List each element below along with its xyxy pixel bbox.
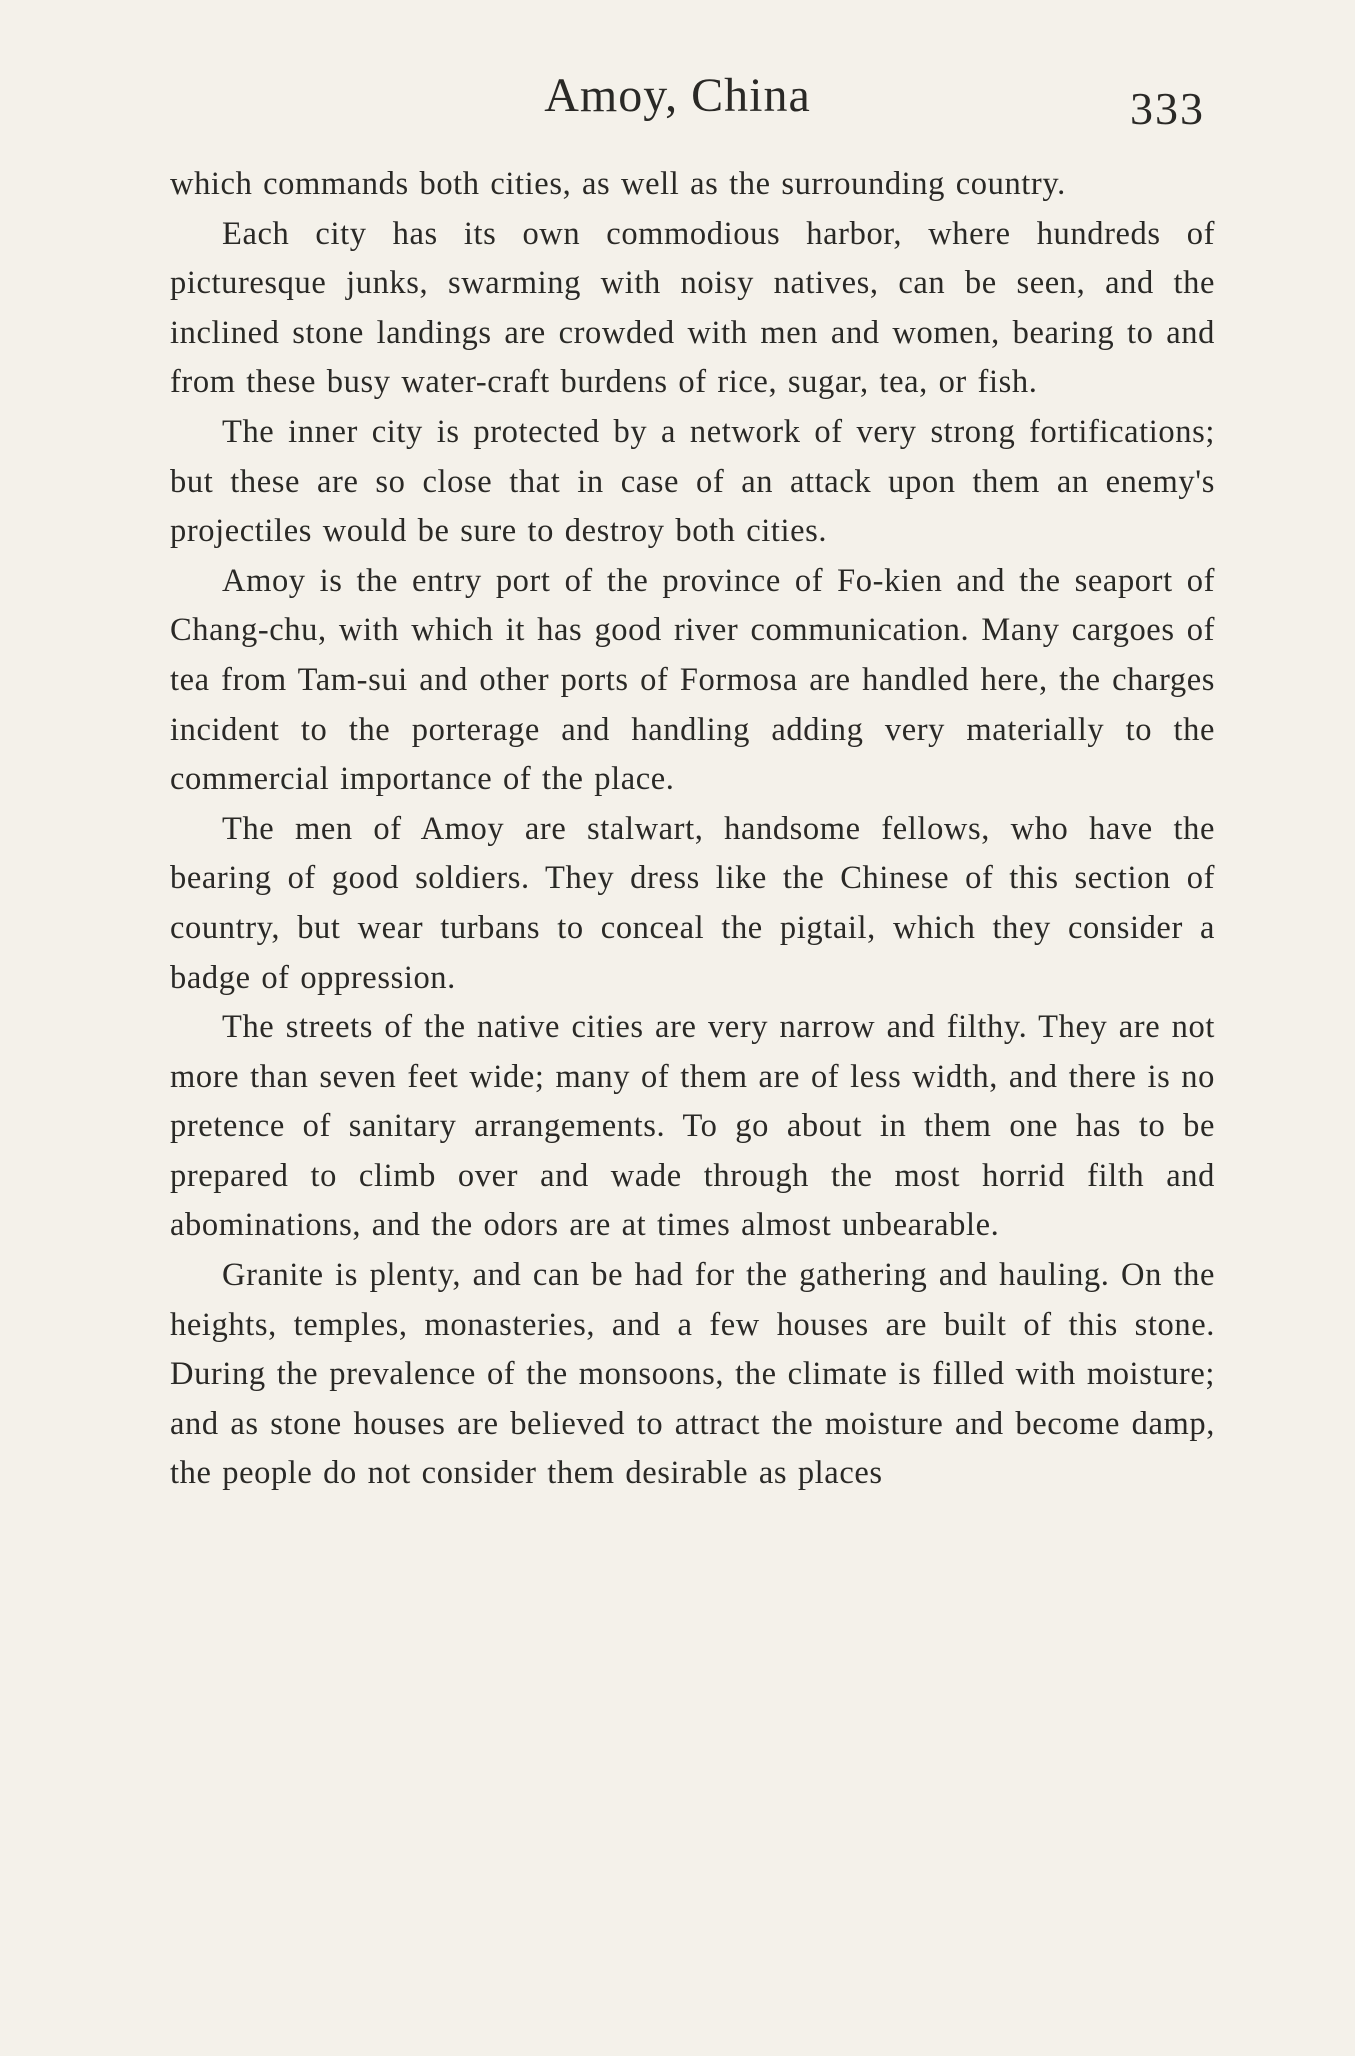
paragraph-1: which commands both cities, as well as the surrounding country.: [170, 166, 1066, 202]
paragraph-2: Each city has its own commodious harbor, where hundreds of picturesque junks, swarming with noisy natives, can be seen, and the inclined stone landings are crowded with men and women, bearing to and from these busy water-craft burdens of rice, sugar, tea, or fish.: [170, 215, 1215, 401]
running-head: [0, 68, 1355, 134]
paragraph-3: The inner city is protected by a network of very strong fortifications; but these are so close that in case of an attack upon them an enemy's projectiles would be sure to destroy both cities.: [170, 413, 1215, 550]
paragraph-5: The men of Amoy are stalwart, handsome fellows, who have the bearing of good soldiers. They dress like the Chinese of this section of country, but wear turbans to conceal the pigtail, which they consider a badge of oppression.: [170, 810, 1215, 996]
paragraph-6: The streets of the native cities are very narrow and filthy. They are not more than seven feet wide; many of them are of less width, and there is no pretence of sanitary arrangements. To go about in them one has to be prepared to climb over and wade through the most horrid filth and abominations, and the odors are at times almost unbearable.: [170, 1009, 1215, 1244]
body-text: [170, 160, 1215, 1499]
paragraph-4: Amoy is the entry port of the province of Fo-kien and the seaport of Chang-chu, with which it has good river communication. Many cargoes of tea from Tam-sui and other ports of Formosa are handled here, the charges incident to the porterage and handling adding very materially to the commercial importance of the place.: [170, 562, 1215, 798]
page-number: 333: [1130, 83, 1205, 134]
paragraph-7: Granite is plenty, and can be had for the gathering and hauling. On the heights, temples, monasteries, and a few houses are built of this stone. During the prevalence of the monsoons, the climate is filled with moisture; and as stone houses are believed to attract the moisture and become damp, the people do not consider them desirable as places: [170, 1257, 1215, 1492]
running-title: Amoy, China: [544, 69, 811, 122]
